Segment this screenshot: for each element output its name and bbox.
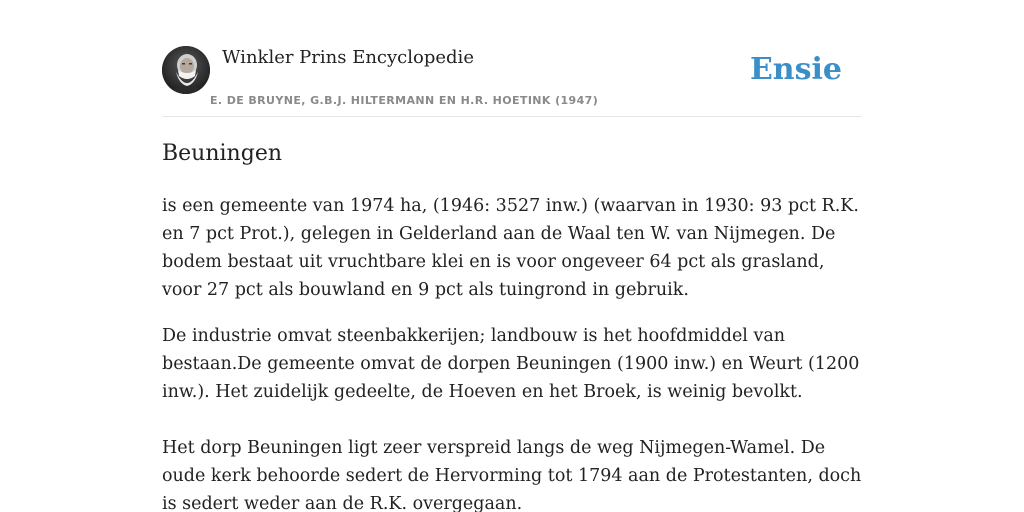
author-avatar [162, 46, 210, 94]
entry-title: Beuningen [162, 141, 283, 166]
article-content [162, 138, 862, 512]
publication-title[interactable]: Winkler Prins Encyclopedie [222, 47, 474, 68]
article-paragraph: Het dorp Beuningen ligt zeer verspreid langs de weg Nijmegen-Wamel. De oude kerk behoorde sedert de Hervorming tot 1794 aan de Protestanten, doch is sedert weder aan de R.K. overgegaan. [162, 438, 862, 512]
article-paragraph: is een gemeente van 1974 ha, (1946: 3527 inw.) (waarvan in 1930: 93 pct R.K. en 7 pct Prot.), gelegen in Gelderland aan de Waal ten W. van Nijmegen. De bodem bestaat uit vruchtbare klei en is voor ongeveer 64 pct als grasland, voor 27 pct als bouwland en 9 pct als tuingrond in gebruik. [162, 196, 859, 300]
publication-header [162, 46, 862, 117]
portrait-image [162, 46, 210, 94]
article-paragraph: De industrie omvat steenbakkerijen; landbouw is het hoofdmiddel van bestaan.De gemeente omvat de dorpen Beuningen (1900 inw.) en Weurt (1200 inw.). Het zuidelijk gedeelte, de Hoeven en het Broek, is weinig bevolkt. [162, 326, 860, 402]
brand-logo-link[interactable]: Ensie [749, 52, 842, 87]
publication-authors: E. DE BRUYNE, G.B.J. HILTERMANN EN H.R. HOETINK (1947) [210, 94, 599, 107]
